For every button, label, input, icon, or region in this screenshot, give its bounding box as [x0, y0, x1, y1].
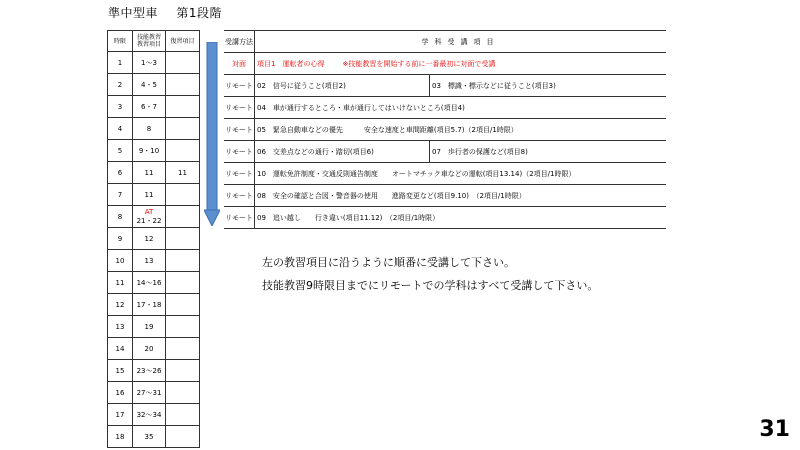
- period-cell: 13: [108, 316, 133, 338]
- skill-schedule-table: [107, 30, 200, 448]
- subject-cell: 06 交差点などの通行・踏切(項目6): [255, 141, 430, 163]
- table-row: [224, 163, 666, 185]
- skill-cell: 9・10: [133, 140, 166, 162]
- skill-cell: 4・5: [133, 74, 166, 96]
- skill-cell: 35: [133, 426, 166, 448]
- review-cell: [166, 294, 200, 316]
- skill-cell: AT 21・22: [133, 206, 166, 228]
- table-row: [108, 228, 200, 250]
- skill-cell: 32～34: [133, 404, 166, 426]
- table-row: [108, 404, 200, 426]
- down-arrow-icon: [204, 42, 220, 226]
- subject-cell-2: 03 標識・標示などに従うこと(項目3): [430, 75, 667, 97]
- review-cell: [166, 360, 200, 382]
- period-cell: 1: [108, 52, 133, 74]
- period-cell: 15: [108, 360, 133, 382]
- period-cell: 7: [108, 184, 133, 206]
- subject-header: 学科受講項目: [255, 31, 667, 53]
- period-cell: 12: [108, 294, 133, 316]
- table-row: [108, 250, 200, 272]
- method-cell: リモート: [224, 207, 255, 229]
- period-cell: 18: [108, 426, 133, 448]
- lecture-schedule-table: [224, 30, 666, 229]
- table-row: [224, 207, 666, 229]
- period-cell: 5: [108, 140, 133, 162]
- skill-cell: 27～31: [133, 382, 166, 404]
- table-row: [224, 119, 666, 141]
- skill-cell: 11: [133, 184, 166, 206]
- notice-text: ※技能教習を開始する前に一番最初に対面で受講: [342, 59, 496, 68]
- skill-cell: 8: [133, 118, 166, 140]
- at-label: AT: [144, 207, 154, 216]
- review-cell: [166, 96, 200, 118]
- vehicle-type: 準中型車: [108, 6, 159, 20]
- review-cell: [166, 206, 200, 228]
- skill-cell: 1～3: [133, 52, 166, 74]
- table-row: [108, 118, 200, 140]
- period-cell: 8: [108, 206, 133, 228]
- period-cell: 3: [108, 96, 133, 118]
- period-cell: 11: [108, 272, 133, 294]
- review-cell: [166, 118, 200, 140]
- table-row: [224, 141, 666, 163]
- review-cell: [166, 338, 200, 360]
- subject-cell: 項目1 運転者の心得 ※技能教習を開始する前に一番最初に対面で受講: [255, 53, 667, 75]
- period-cell: 2: [108, 74, 133, 96]
- table-row: [108, 294, 200, 316]
- review-cell: [166, 250, 200, 272]
- subject-cell-2: 07 歩行者の保護など(項目8): [430, 141, 667, 163]
- table-row: [224, 75, 666, 97]
- subject-cell: 02 信号に従うこと(項目2): [255, 75, 430, 97]
- skill-cell: 20: [133, 338, 166, 360]
- table-row: [108, 206, 200, 228]
- review-cell: [166, 228, 200, 250]
- method-cell: リモート: [224, 185, 255, 207]
- review-cell: [166, 184, 200, 206]
- table-row: [108, 272, 200, 294]
- table-row: [224, 185, 666, 207]
- table-row: [108, 360, 200, 382]
- skill-cell: 19: [133, 316, 166, 338]
- review-cell: [166, 272, 200, 294]
- method-cell: リモート: [224, 119, 255, 141]
- period-cell: 10: [108, 250, 133, 272]
- period-header: 時限: [108, 31, 133, 52]
- method-cell: リモート: [224, 163, 255, 185]
- skill-cell: 12: [133, 228, 166, 250]
- method-cell: 対面: [224, 53, 255, 75]
- table-row: [108, 74, 200, 96]
- period-cell: 17: [108, 404, 133, 426]
- stage-label: 第1段階: [176, 6, 222, 20]
- review-cell: [166, 74, 200, 96]
- table-row: [108, 426, 200, 448]
- subject-cell: 04 車が通行するところ・車が通行してはいけないところ(項目4): [255, 97, 667, 119]
- table-row: [224, 97, 666, 119]
- review-cell: [166, 426, 200, 448]
- table-row: [108, 140, 200, 162]
- table-row: [108, 382, 200, 404]
- period-cell: 9: [108, 228, 133, 250]
- skill-cell: 14～16: [133, 272, 166, 294]
- table-row: [224, 53, 666, 75]
- period-cell: 6: [108, 162, 133, 184]
- method-cell: リモート: [224, 141, 255, 163]
- review-cell: [166, 382, 200, 404]
- page-title: [108, 4, 236, 21]
- period-cell: 4: [108, 118, 133, 140]
- skill-cell: 11: [133, 162, 166, 184]
- period-cell: 16: [108, 382, 133, 404]
- subject-cell: 05 緊急自動車などの優先 安全な速度と車間距離(項目5.7)（2項目/1時限）: [255, 119, 667, 141]
- table-row: [108, 316, 200, 338]
- review-cell: [166, 52, 200, 74]
- table-row: [108, 96, 200, 118]
- subject-cell: 10 運転免許制度・交通反則通告制度 オートマチック車などの運転(項目13.14)（2項目/1時限）: [255, 163, 667, 185]
- skill-cell: 17・18: [133, 294, 166, 316]
- subject-cell: 09 追い越し 行き違い(項目11.12) （2項目/1時限）: [255, 207, 667, 229]
- method-header: 受講方法: [224, 31, 255, 53]
- instruction-line-1: 左の教習項目に沿うように順番に受講して下さい。: [262, 256, 515, 269]
- review-cell: [166, 140, 200, 162]
- table-row: [108, 162, 200, 184]
- subject-cell: 08 安全の確認と合図・警音器の使用 進路変更など(項目9.10) （2項目/1時限）: [255, 185, 667, 207]
- skill-header: 技能教習 教習項目: [133, 31, 166, 52]
- page-number: 31: [759, 417, 790, 442]
- review-cell: [166, 316, 200, 338]
- skill-cell: 13: [133, 250, 166, 272]
- skill-cell: 23～26: [133, 360, 166, 382]
- period-cell: 14: [108, 338, 133, 360]
- review-cell: [166, 404, 200, 426]
- method-cell: リモート: [224, 75, 255, 97]
- method-cell: リモート: [224, 97, 255, 119]
- skill-cell: 6・7: [133, 96, 166, 118]
- review-cell: 11: [166, 162, 200, 184]
- table-row: [108, 184, 200, 206]
- review-header: 復習項目: [166, 31, 200, 52]
- table-row: [108, 338, 200, 360]
- table-row: [108, 52, 200, 74]
- instruction-line-2: 技能教習9時限目までにリモートでの学科はすべて受講して下さい。: [262, 279, 599, 292]
